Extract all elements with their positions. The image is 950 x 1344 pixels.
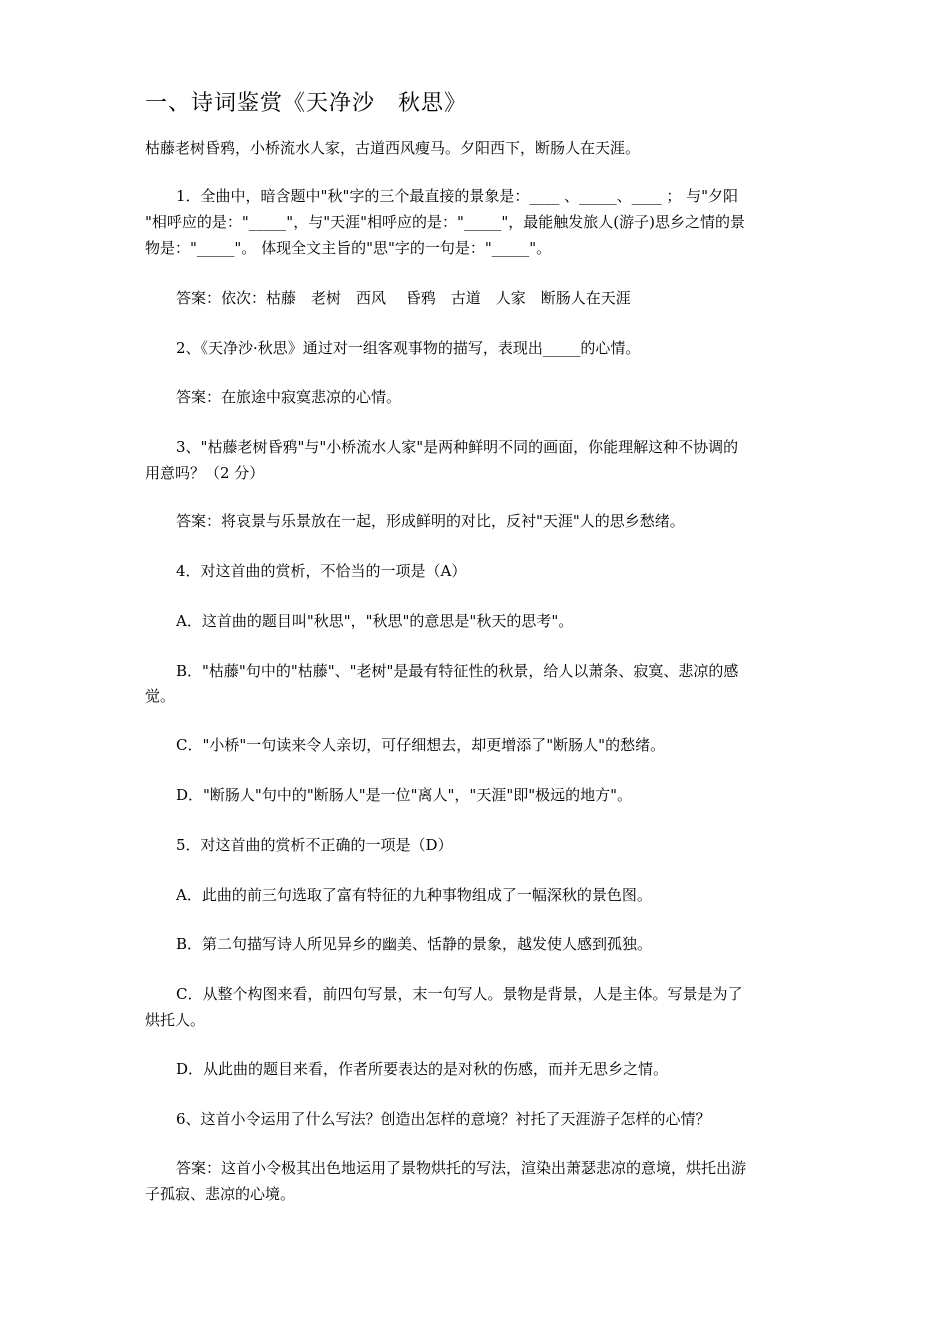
question-2: 2、《天净沙·秋思》通过对一组客观事物的描写，表现出_____的心情。 (176, 339, 641, 357)
answer-2: 答案：在旅途中寂寞悲凉的心情。 (176, 388, 402, 406)
question-4: 4．对这首曲的赏析，不恰当的一项是（A） (176, 562, 467, 580)
question-5-option-c-line-2: 烘托人。 (145, 1011, 206, 1029)
question-1-line-1: 1．全曲中，暗含题中"秋"字的三个最直接的景象是：____ 、_____、____ ； 与"夕阳 (176, 187, 739, 205)
question-3-line-1: 3、"枯藤老树昏鸦"与"小桥流水人家"是两种鲜明不同的画面，你能理解这种不协调的 (176, 438, 739, 456)
question-1-line-3: 物是："_____"。 体现全文主旨的"思"字的一句是："_____"。 (145, 239, 552, 257)
question-4-option-c: C．"小桥"一句读来令人亲切，可仔细想去，却更增添了"断肠人"的愁绪。 (176, 736, 666, 754)
answer-6-line-2: 子孤寂、悲凉的心境。 (145, 1185, 296, 1203)
question-5-option-d: D．从此曲的题目来看，作者所要表达的是对秋的伤感，而并无思乡之情。 (176, 1060, 669, 1078)
question-1-line-2: "相呼应的是："_____"，与"天涯"相呼应的是："_____"，最能触发旅人(游子)思乡之情的景 (145, 213, 746, 231)
question-4-option-d: D．"断肠人"句中的"断肠人"是一位"离人"，"天涯"即"极远的地方"。 (176, 786, 633, 804)
question-5-option-b: B．第二句描写诗人所见异乡的幽美、恬静的景象，越发使人感到孤独。 (176, 935, 653, 953)
question-4-option-a: A．这首曲的题目叫"秋思"，"秋思"的意思是"秋天的思考"。 (176, 612, 574, 630)
section-title: 一、诗词鉴赏《天净沙 秋思》 (145, 91, 468, 116)
question-3-line-2: 用意吗？（2 分） (145, 464, 265, 482)
question-5: 5．对这首曲的赏析不正确的一项是（D） (176, 836, 453, 854)
question-5-option-a: A．此曲的前三句选取了富有特征的九种事物组成了一幅深秋的景色图。 (176, 886, 652, 904)
question-6: 6、这首小令运用了什么写法？创造出怎样的意境？衬托了天涯游子怎样的心情？ (176, 1110, 711, 1128)
question-4-option-b-line-1: B．"枯藤"句中的"枯藤"、"老树"是最有特征性的秋景，给人以萧条、寂寞、悲凉的感 (176, 662, 739, 680)
answer-6-line-1: 答案：这首小令极其出色地运用了景物烘托的写法，渲染出萧瑟悲凉的意境，烘托出游 (176, 1159, 747, 1177)
question-4-option-b-line-2: 觉。 (145, 687, 176, 705)
answer-1: 答案：依次：枯藤 老树 西风 昏鸦 古道 人家 断肠人在天涯 (176, 289, 631, 307)
question-5-option-c-line-1: C．从整个构图来看，前四句写景，末一句写人。景物是背景，人是主体。写景是为了 (176, 985, 743, 1003)
poem-text: 枯藤老树昏鸦，小桥流水人家，古道西风瘦马。夕阳西下，断肠人在天涯。 (145, 139, 641, 157)
answer-3: 答案：将哀景与乐景放在一起，形成鲜明的对比，反衬"天涯"人的思乡愁绪。 (176, 512, 685, 530)
